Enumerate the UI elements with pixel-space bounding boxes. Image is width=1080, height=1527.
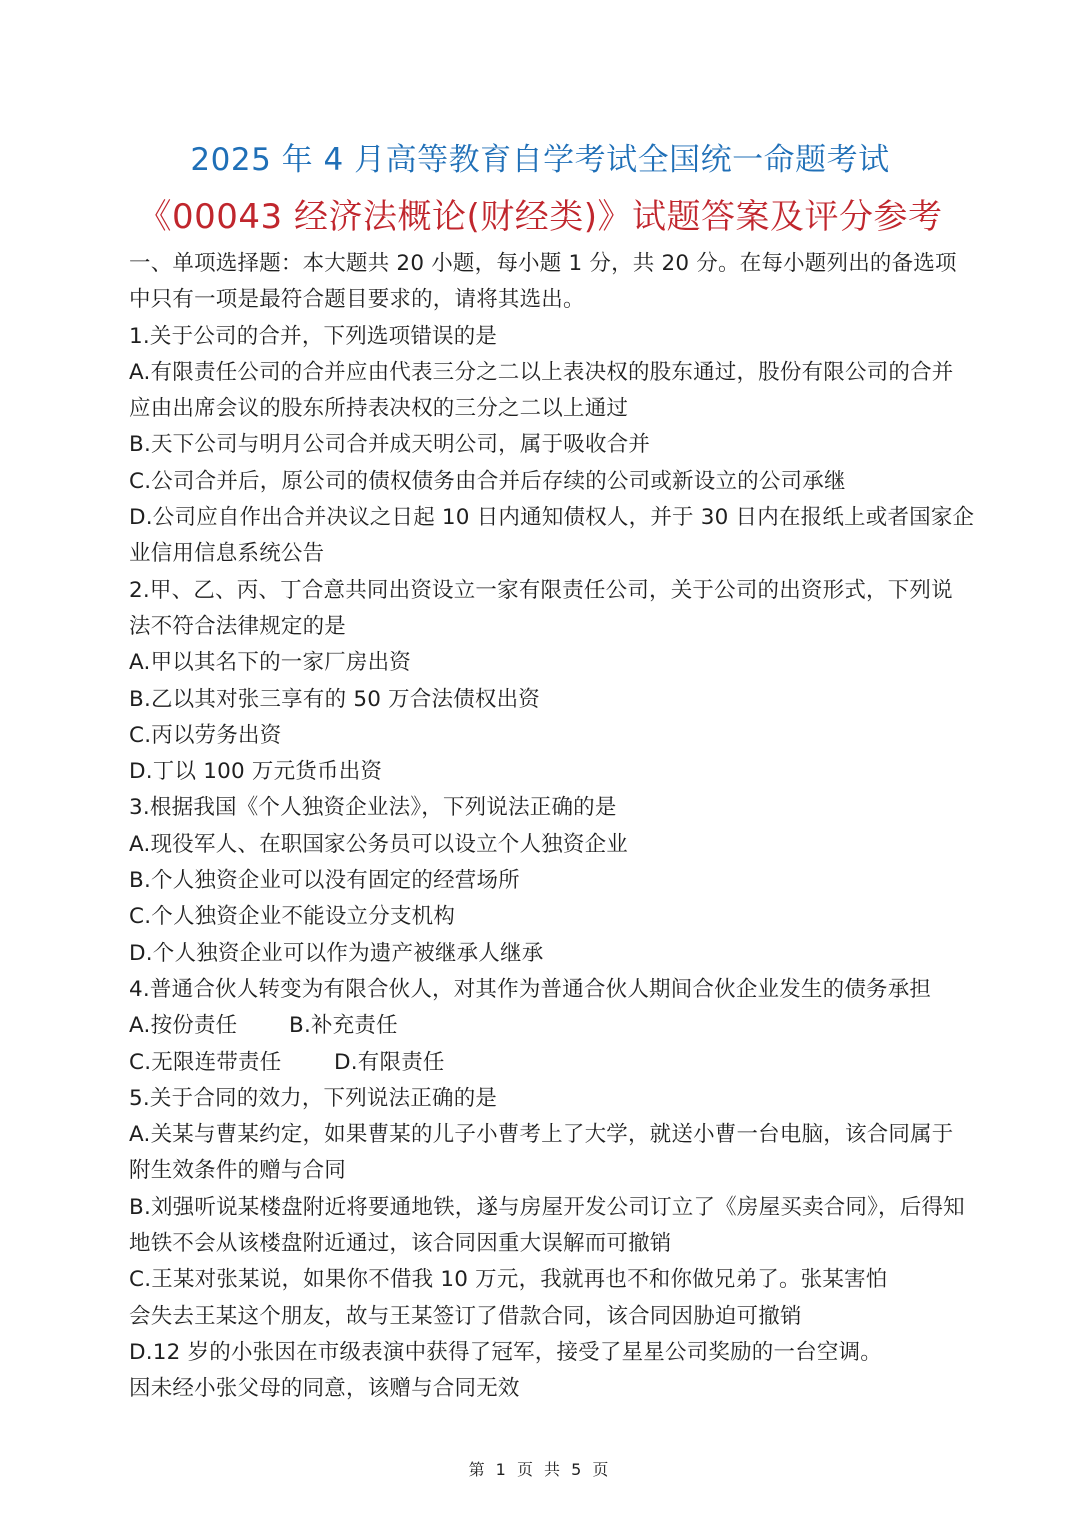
question-5-option-d-cont: 因未经小张父母的同意，该赠与合同无效 bbox=[129, 1376, 520, 1402]
question-4-option-c: C.无限连带责任 bbox=[129, 1049, 282, 1075]
question-5-option-b: B.刘强听说某楼盘附近将要通地铁，遂与房屋开发公司订立了《房屋买卖合同》，后得知 bbox=[129, 1194, 965, 1220]
question-2-option-a: A.甲以其名下的一家厂房出资 bbox=[129, 650, 411, 676]
question-3-option-b: B.个人独资企业可以没有固定的经营场所 bbox=[129, 868, 520, 894]
question-1-option-d-cont: 业信用信息系统公告 bbox=[129, 541, 325, 567]
question-2-option-d: D.丁以 100 万元货币出资 bbox=[129, 759, 383, 785]
question-4-options-row-1 bbox=[129, 1008, 959, 1044]
exam-subject-title: 《00043 经济法概论(财经类)》试题答案及评分参考 bbox=[137, 197, 943, 237]
document-body bbox=[129, 246, 975, 1408]
question-1-option-a: A.有限责任公司的合并应由代表三分之二以上表决权的股东通过，股份有限公司的合并 bbox=[129, 359, 954, 385]
page-indicator: 第 1 页 共 5 页 bbox=[468, 1460, 612, 1479]
question-3-option-c: C.个人独资企业不能设立分支机构 bbox=[129, 904, 456, 930]
question-4-options-row-2 bbox=[129, 1045, 959, 1081]
question-5-option-b-cont: 地铁不会从该楼盘附近通过，该合同因重大误解而可撤销 bbox=[129, 1231, 672, 1257]
question-4-option-d: D.有限责任 bbox=[334, 1049, 445, 1075]
question-1-option-b: B.天下公司与明月公司合并成天明公司，属于吸收合并 bbox=[129, 432, 651, 458]
question-4-option-b: B.补充责任 bbox=[289, 1013, 398, 1039]
question-3: 3.根据我国《个人独资企业法》，下列说法正确的是 bbox=[129, 795, 617, 821]
question-1-option-c: C.公司合并后，原公司的债权债务由合并后存续的公司或新设立的公司承继 bbox=[129, 468, 846, 494]
question-5-option-c: C.王某对张某说，如果你不借我 10 万元，我就再也不和你做兄弟了。张某害怕 bbox=[129, 1267, 888, 1293]
question-4-option-a: A.按份责任 bbox=[129, 1013, 238, 1039]
question-5-option-a: A.关某与曹某约定，如果曹某的儿子小曹考上了大学，就送小曹一台电脑，该合同属于 bbox=[129, 1122, 954, 1148]
section-heading-line: 一、单项选择题：本大题共 20 小题，每小题 1 分，共 20 分。在每小题列出的备选项 bbox=[129, 251, 957, 276]
question-2-option-c: C.丙以劳务出资 bbox=[129, 722, 282, 748]
question-5-option-c-cont: 会失去王某这个朋友，故与王某签订了借款合同，该合同因胁迫可撤销 bbox=[129, 1303, 802, 1329]
question-2: 2.甲、乙、丙、丁合意共同出资设立一家有限责任公司，关于公司的出资形式，下列说 bbox=[129, 577, 953, 603]
question-3-option-a: A.现役军人、在职国家公务员可以设立个人独资企业 bbox=[129, 831, 628, 857]
question-2-option-b: B.乙以其对张三享有的 50 万合法债权出资 bbox=[129, 686, 541, 712]
question-1-option-d: D.公司应自作出合并决议之日起 10 日内通知债权人，并于 30 日内在报纸上或者国家企 bbox=[129, 505, 975, 531]
question-5-option-a-cont: 附生效条件的赠与合同 bbox=[129, 1158, 347, 1184]
question-4: 4.普通合伙人转变为有限合伙人，对其作为普通合伙人期间合伙企业发生的债务承担 bbox=[129, 976, 932, 1002]
exam-title: 2025 年 4 月高等教育自学考试全国统一命题考试 bbox=[190, 142, 890, 178]
question-5: 5.关于合同的效力，下列说法正确的是 bbox=[129, 1085, 498, 1111]
section-heading-line: 中只有一项是最符合题目要求的，请将其选出。 bbox=[129, 287, 585, 313]
question-1: 1.关于公司的合并，下列选项错误的是 bbox=[129, 323, 498, 349]
question-2-cont: 法不符合法律规定的是 bbox=[129, 613, 347, 639]
question-3-option-d: D.个人独资企业可以作为遗产被继承人继承 bbox=[129, 940, 544, 966]
question-5-option-d: D.12 岁的小张因在市级表演中获得了冠军，接受了星星公司奖励的一台空调。 bbox=[129, 1339, 882, 1365]
question-1-option-a-cont: 应由出席会议的股东所持表决权的三分之二以上通过 bbox=[129, 396, 629, 422]
